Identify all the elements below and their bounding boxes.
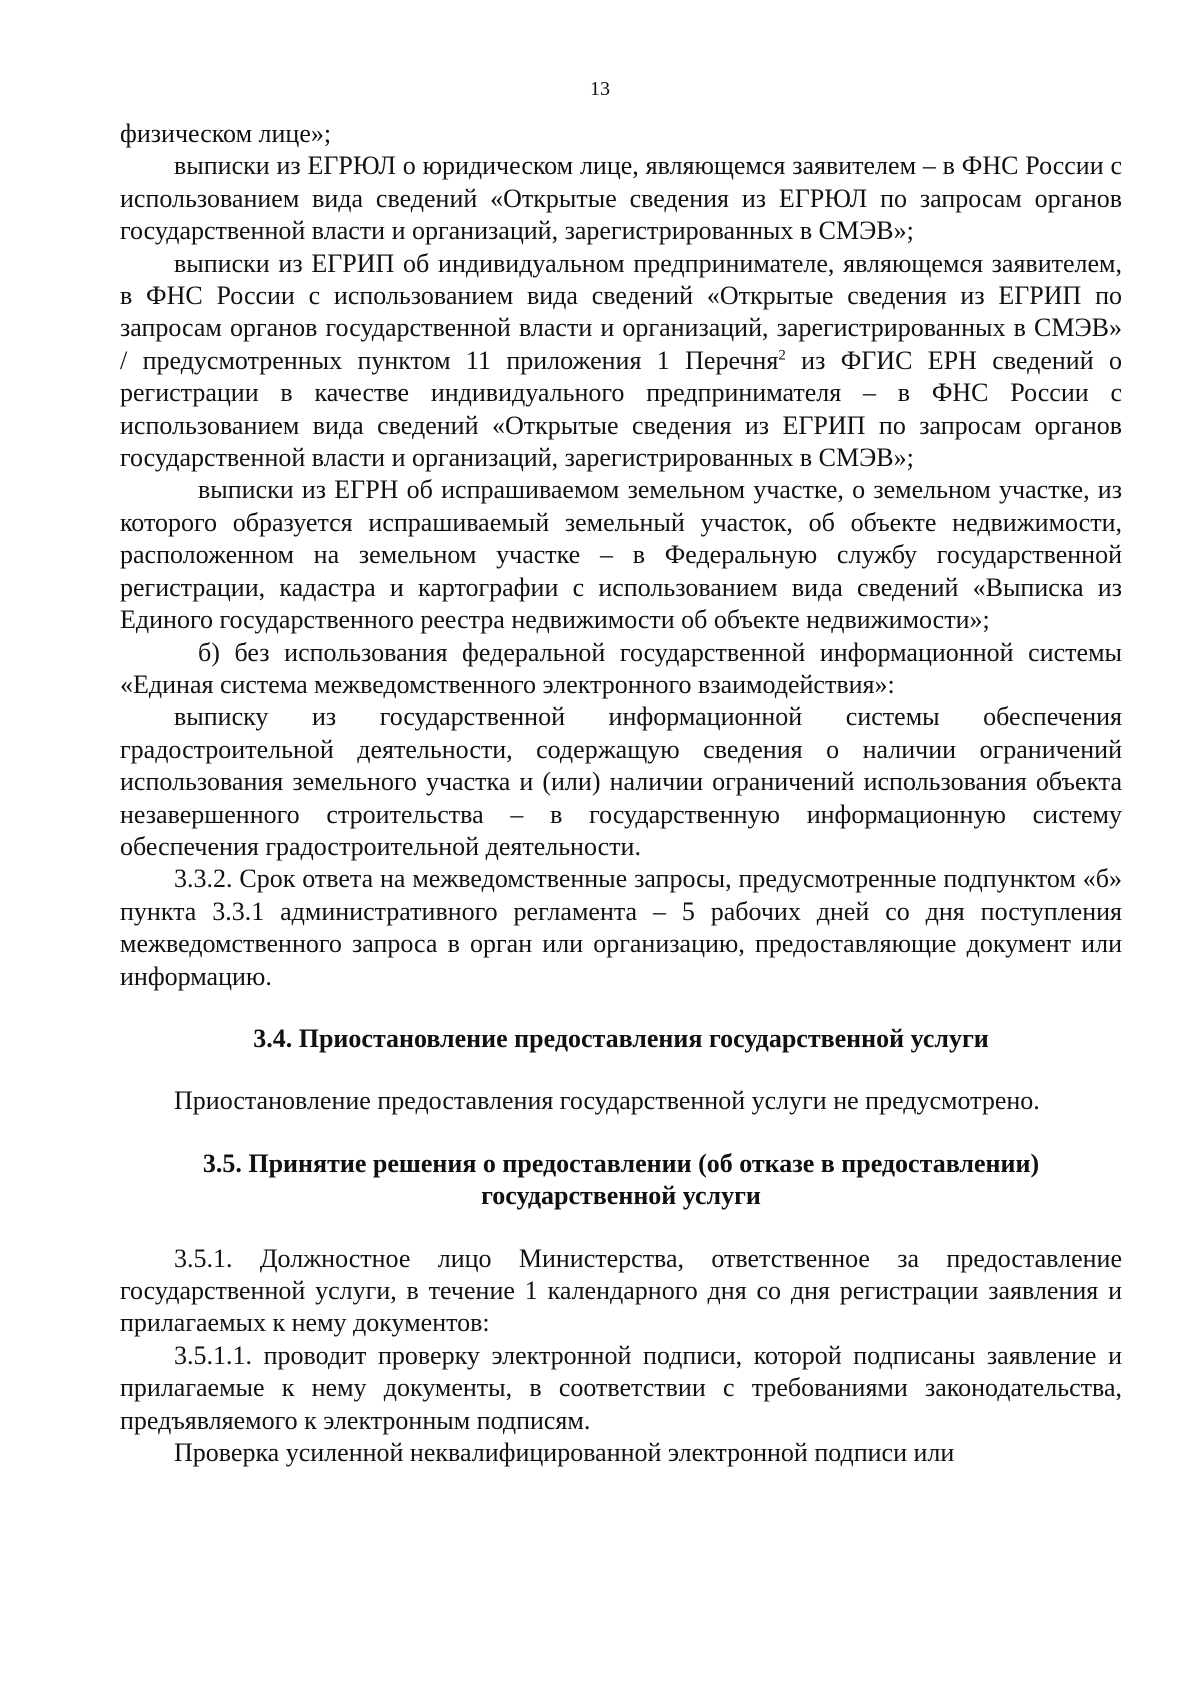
paragraph-3-5-1-1: 3.5.1.1. проводит проверку электронной подписи, которой подписаны заявление и прилагаемые к нему документы, в соответствии с требованиями законодательства, предъявляемого к электронным подписям. — [120, 1340, 1122, 1435]
paragraph-item-b: б) без использования федеральной государственной информационной системы «Единая система межведомственного электронного взаимодействия»: — [120, 637, 1122, 699]
paragraph-verification: Проверка усиленной неквалифицированной электронной подписи или — [174, 1438, 955, 1468]
paragraph-isogd: выписку из государственной информационной системы обеспечения градостроительной деятельности, содержащую сведения о наличии ограничений использования земельного участка и (или) наличии ограничений использования объекта незавершенного строительства – в государственную информационную систему обеспечения градостроительной деятельности. — [120, 702, 1122, 861]
paragraph-egrip-text-b: из ФГИС ЕРН сведений о регистрации в качестве индивидуального предпринимателя – в ФНС России с использованием вида сведений «Открытые сведения из ЕГРИП по запросам органов государственной власти и организаций, зарегистрированных в СМЭВ»; — [120, 345, 1122, 473]
page-number: 13 — [590, 78, 610, 100]
paragraph-egrn: выписки из ЕГРН об испрашиваемом земельном участке, о земельном участке, из которого образуется испрашиваемый земельный участок, об объекте недвижимости, расположенном на земельном участке – в Федеральную службу государственной регистрации, кадастра и картографии с использованием вида сведений «Выписка из Единого государственного реестра недвижимости об объекте недвижимости»; — [120, 475, 1122, 635]
paragraph-3-3-2: 3.3.2. Срок ответа на межведомственные запросы, предусмотренные подпунктом «б» пункта 3.3.1 административного регламента – 5 рабочих дней со дня поступления межведомственного запроса в орган или организацию, предоставляющие документ или информацию. — [120, 864, 1122, 991]
paragraph-3-5-1: 3.5.1. Должностное лицо Министерства, ответственное за предоставление государственной услуги, в течение 1 календарного дня со дня регистрации заявления и прилагаемых к нему документов: — [120, 1243, 1122, 1338]
paragraph-egrul: выписки из ЕГРЮЛ о юридическом лице, являющемся заявителем – в ФНС России с использованием вида сведений «Открытые сведения из ЕГРЮЛ по запросам органов государственной власти и организаций, зарегистрированных в СМЭВ»; — [120, 151, 1122, 246]
section-heading-3-5-line2: государственной услуги — [481, 1181, 761, 1211]
paragraph-egrip-text-a: выписки из ЕГРИП об индивидуальном предпринимателе, являющемся заявителем, в ФНС России с использованием вида сведений «Открытые сведения из ЕГРИП по запросам органов государственной власти и организаций, зарегистрированных в СМЭВ» / предусмотренных пунктом 11 приложения 1 Перечня — [120, 248, 1122, 375]
document-body — [120, 118, 1122, 1469]
section-heading-3-5 — [120, 1148, 1122, 1213]
section-heading-3-4: 3.4. Приостановление предоставления государственной услуги — [253, 1023, 989, 1053]
paragraph-egrip — [120, 248, 1122, 475]
paragraph-suspension: Приостановление предоставления государственной услуги не предусмотрено. — [174, 1086, 1040, 1116]
section-heading-3-5-line1: 3.5. Принятие решения о предоставлении (об отказе в предоставлении) — [202, 1148, 1040, 1178]
footnote-marker: 2 — [778, 347, 786, 364]
paragraph-continuation: физическом лице»; — [120, 119, 332, 148]
